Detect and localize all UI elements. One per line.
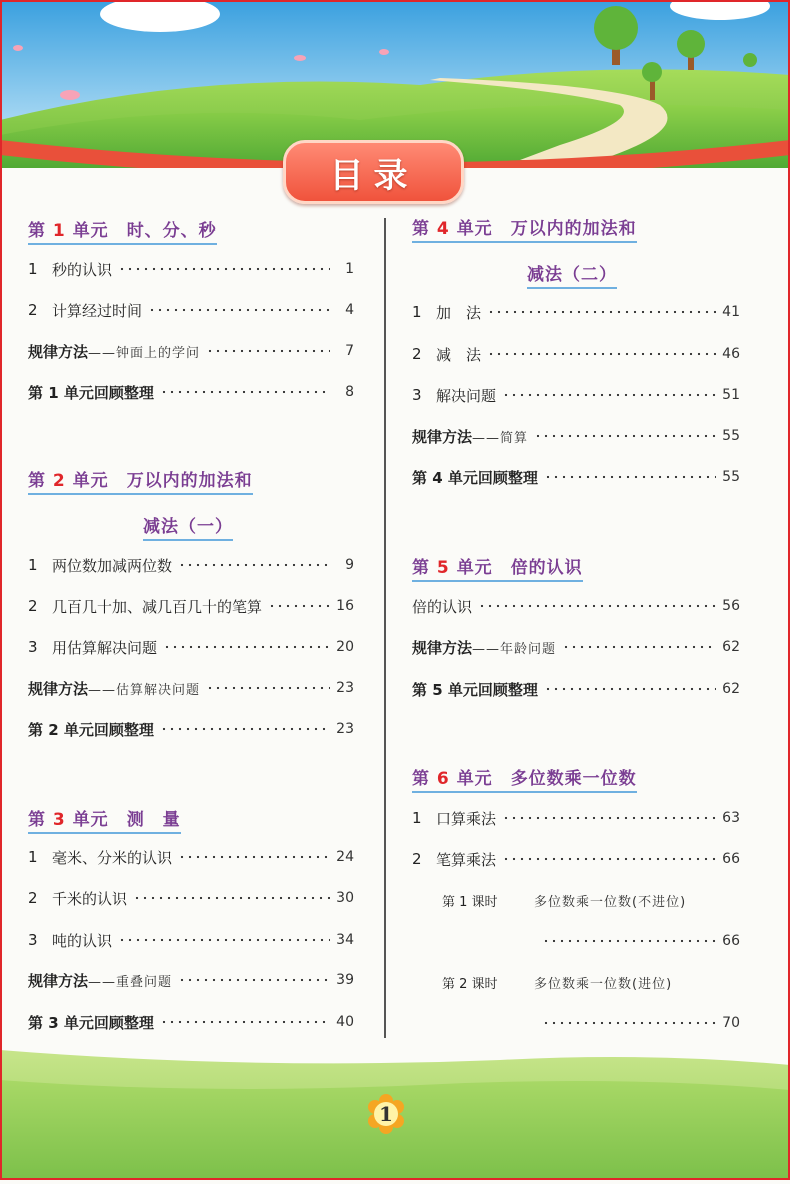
toc-entry[interactable]: 规律方法 ——简算 55 <box>412 427 740 446</box>
unit-3-title: 第 3 单元 测 量 <box>28 805 181 830</box>
page-title: 目录 <box>329 155 418 196</box>
page-number: 1 <box>379 1102 393 1126</box>
toc-entry[interactable]: 2 几百几十加、减几百几十的笔算 16 <box>28 597 354 616</box>
toc-entry[interactable]: 2 计算经过时间 4 <box>28 301 354 320</box>
toc-entry[interactable]: 规律方法 ——重叠问题 39 <box>28 971 354 990</box>
toc-entry[interactable]: 3 吨的认识 34 <box>28 931 354 950</box>
toc-lesson[interactable]: 第 2 课时 多位数乘一位数(进位) <box>442 976 673 992</box>
unit-1-title: 第 1 单元 时、分、秒 <box>28 216 217 241</box>
toc-entry[interactable]: 1 加 法 41 <box>412 303 740 322</box>
toc-entry[interactable]: 3 解决问题 51 <box>412 386 740 405</box>
toc-entry[interactable]: 第 2 单元回顾整理 23 <box>28 720 354 739</box>
unit-4-title-cont: 减法（二） <box>527 260 617 289</box>
title-plate <box>283 140 464 204</box>
toc-entry[interactable]: 第 1 单元回顾整理 8 <box>28 383 354 402</box>
unit-2-title-cont: 减法（一） <box>143 512 233 541</box>
toc-entry[interactable]: 第 3 单元回顾整理 40 <box>28 1013 354 1032</box>
toc-entry[interactable]: 第 4 单元回顾整理 55 <box>412 468 740 487</box>
toc-entry[interactable]: 2 千米的认识 30 <box>28 889 354 908</box>
unit-6-title: 第 6 单元 多位数乘一位数 <box>412 764 637 789</box>
toc-entry[interactable]: 倍的认识 56 <box>412 597 740 616</box>
unit-2-title: 第 2 单元 万以内的加法和 <box>28 466 253 491</box>
toc-lesson[interactable]: 第 1 课时 多位数乘一位数(不进位) <box>442 894 687 910</box>
toc-entry[interactable]: 1 口算乘法 63 <box>412 809 740 828</box>
column-divider <box>384 218 386 1038</box>
toc-entry[interactable]: 2 减 法 46 <box>412 345 740 364</box>
toc-lesson-page[interactable]: 66 <box>536 930 740 952</box>
toc-entry[interactable]: 2 笔算乘法 66 <box>412 850 740 869</box>
toc-entry[interactable]: 1 秒的认识 1 <box>28 260 354 279</box>
toc-entry[interactable]: 第 5 单元回顾整理 62 <box>412 680 740 699</box>
toc-entry[interactable]: 1 两位数加减两位数 9 <box>28 556 354 575</box>
page-number-badge <box>365 1093 407 1135</box>
toc-entry[interactable]: 规律方法 ——估算解决问题 23 <box>28 679 354 698</box>
toc-lesson-page[interactable]: 70 <box>536 1012 740 1034</box>
unit-5-title: 第 5 单元 倍的认识 <box>412 553 583 578</box>
toc-entry[interactable]: 1 毫米、分米的认识 24 <box>28 848 354 867</box>
toc-entry[interactable]: 规律方法 ——年龄问题 62 <box>412 638 740 657</box>
unit-4-title: 第 4 单元 万以内的加法和 <box>412 214 637 239</box>
toc-entry[interactable]: 3 用估算解决问题 20 <box>28 638 354 657</box>
toc-entry[interactable]: 规律方法 ——钟面上的学问 7 <box>28 342 354 361</box>
